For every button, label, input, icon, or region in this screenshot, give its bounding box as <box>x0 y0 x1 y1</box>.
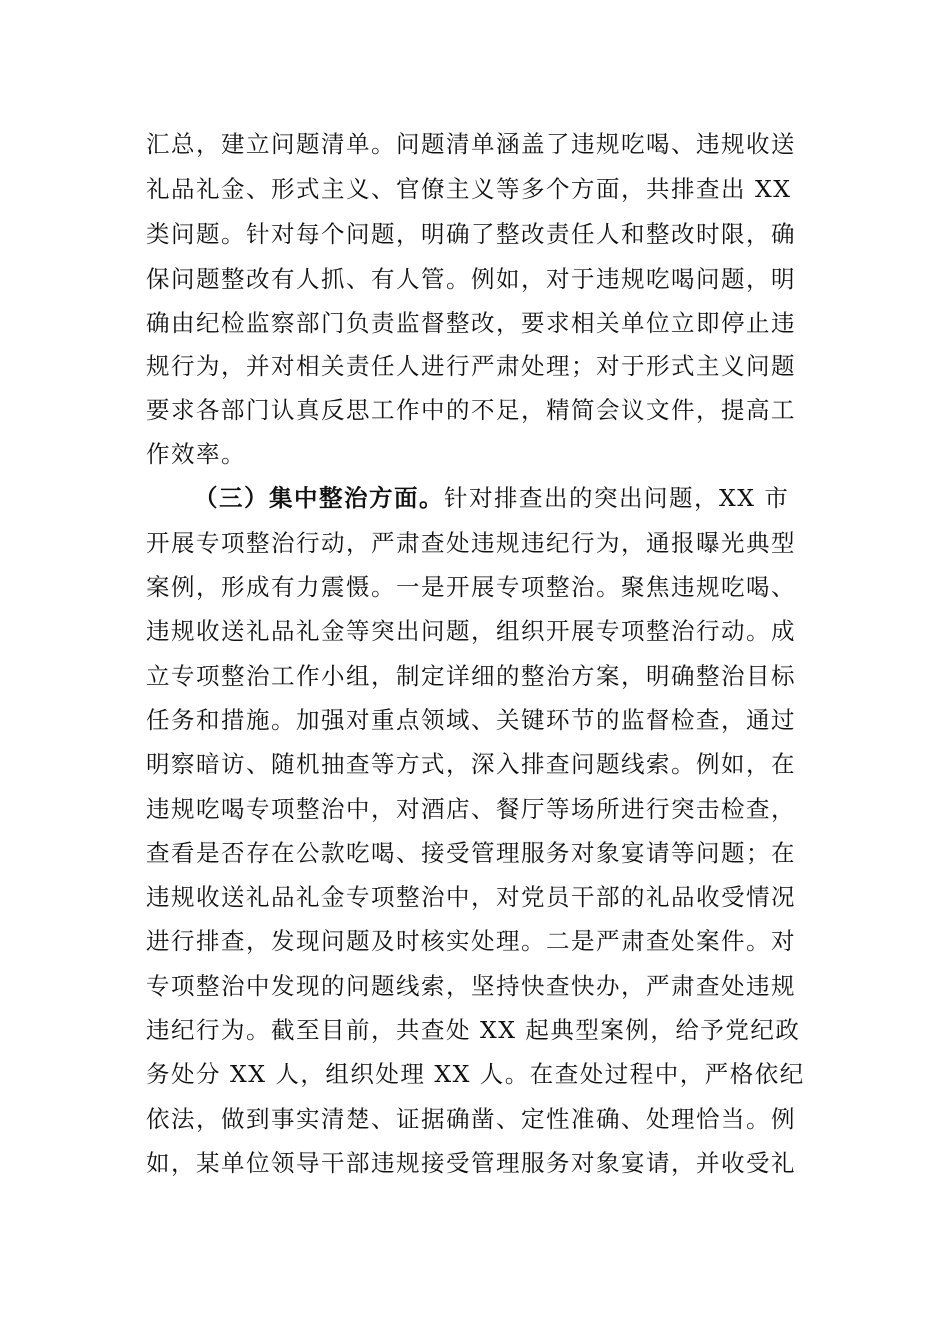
line-text: 汇总，建立问题清单。问题清单涵盖了违规吃喝、违规收送 <box>146 130 796 158</box>
text-line <box>146 211 806 257</box>
text-line <box>146 387 806 433</box>
text-line <box>146 697 806 743</box>
line-text: 立专项整治工作小组，制定详细的整治方案，明确整治目标 <box>146 662 796 690</box>
line-text: 专项整治中发现的问题线索，坚持快查快办，严肃查处违规 <box>146 972 796 1000</box>
line-text: 要求各部门认真反思工作中的不足，精简会议文件，提高工 <box>146 396 796 424</box>
line-text: 保问题整改有人抓、有人管。例如，对于违规吃喝问题，明 <box>146 265 796 293</box>
text-line <box>146 874 806 920</box>
text-line <box>146 918 806 964</box>
line-text: 规行为，并对相关责任人进行严肃处理；对于形式主义问题 <box>146 352 796 380</box>
line-text: 针对排查出的突出问题，XX 市 <box>444 484 790 512</box>
text-line <box>146 608 806 654</box>
text-line <box>146 1140 806 1186</box>
line-text: 确由纪检监察部门负责监督整改，要求相关单位立即停止违 <box>146 309 796 337</box>
text-line <box>146 300 806 346</box>
line-text: 违纪行为。截至目前，共查处 XX 起典型案例，给予党纪政 <box>146 1016 801 1044</box>
line-text: 开展专项整治行动，严肃查处违规违纪行为，通报曝光典型 <box>146 529 796 557</box>
text-line <box>146 786 806 832</box>
text-line <box>146 830 806 876</box>
line-text: 违规吃喝专项整治中，对酒店、餐厅等场所进行突击检查， <box>146 795 796 823</box>
line-text: 依法，做到事实清楚、证据确凿、定性准确、处理恰当。例 <box>146 1105 796 1133</box>
text-line <box>146 1007 806 1053</box>
text-line <box>146 1096 806 1142</box>
text-line <box>146 653 806 699</box>
section-heading-line <box>194 475 806 521</box>
line-text: 违规收送礼品礼金专项整治中，对党员干部的礼品收受情况 <box>146 883 796 911</box>
line-text: 礼品礼金、形式主义、官僚主义等多个方面，共排查出 XX <box>146 175 792 203</box>
line-text: 明察暗访、随机抽查等方式，深入排查问题线索。例如，在 <box>146 750 796 778</box>
text-line <box>146 1051 806 1097</box>
line-text: 违规收送礼品礼金等突出问题，组织开展专项整治行动。成 <box>146 617 796 645</box>
text-line <box>146 963 806 1009</box>
line-text: 任务和措施。加强对重点领域、关键环节的监督检查，通过 <box>146 706 796 734</box>
line-text: 类问题。针对每个问题，明确了整改责任人和整改时限，确 <box>146 220 796 248</box>
line-text: 进行排查，发现问题及时核实处理。二是严肃查处案件。对 <box>146 927 796 955</box>
text-line <box>146 520 806 566</box>
text-line <box>146 741 806 787</box>
text-line <box>146 256 806 302</box>
line-text: 案例，形成有力震慑。一是开展专项整治。聚焦违规吃喝、 <box>146 573 796 601</box>
line-text: 如，某单位领导干部违规接受管理服务对象宴请，并收受礼 <box>146 1149 796 1177</box>
line-text: 作效率。 <box>146 440 246 468</box>
text-line <box>146 564 806 610</box>
text-line <box>146 431 806 477</box>
line-text: 务处分 XX 人，组织处理 XX 人。在查处过程中，严格依纪 <box>146 1060 805 1088</box>
text-line <box>146 343 806 389</box>
line-text: 查看是否存在公款吃喝、接受管理服务对象宴请等问题；在 <box>146 839 796 867</box>
text-line <box>146 166 806 212</box>
text-line <box>146 121 806 167</box>
section-heading: （三）集中整治方面。 <box>194 484 444 512</box>
